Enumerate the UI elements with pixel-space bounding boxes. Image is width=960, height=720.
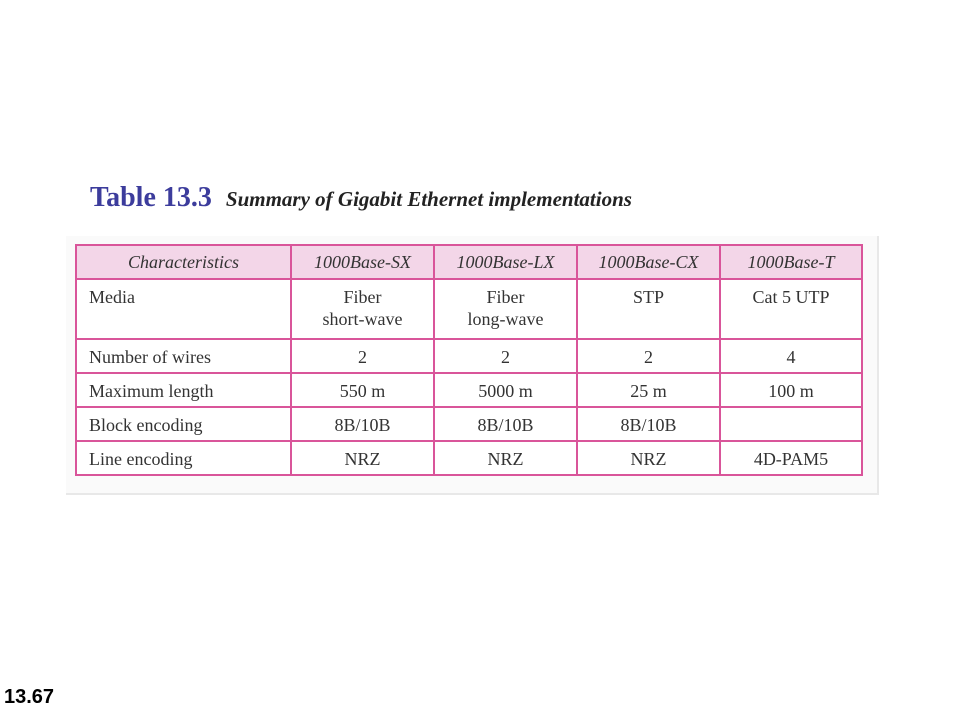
- header-row: [76, 245, 862, 279]
- table-title: [90, 182, 632, 214]
- cell-line: short-wave: [322, 309, 403, 329]
- cell-length-cx: 25 m: [577, 373, 720, 407]
- cell-line-t: 4D-PAM5: [720, 441, 862, 475]
- header-characteristics: Characteristics: [76, 245, 291, 279]
- cell-line: Fiber: [343, 287, 382, 307]
- cell-line: long-wave: [467, 309, 544, 329]
- cell-line-cx: NRZ: [577, 441, 720, 475]
- table-number: Table 13.3: [90, 182, 212, 213]
- table-row-media: [76, 279, 862, 339]
- cell-length-lx: 5000 m: [434, 373, 577, 407]
- table-caption: Summary of Gigabit Ethernet implementations: [225, 187, 632, 211]
- cell-block-lx: 8B/10B: [434, 407, 577, 441]
- cell-wires-t: 4: [720, 339, 862, 373]
- header-1000base-lx: 1000Base-LX: [434, 245, 577, 279]
- row-label-line-encoding: Line encoding: [76, 441, 291, 475]
- cell-line: Fiber: [486, 287, 525, 307]
- cell-media-lx: [434, 279, 577, 339]
- gigabit-ethernet-table: [75, 244, 863, 476]
- header-1000base-sx: 1000Base-SX: [291, 245, 434, 279]
- table-row-length: [76, 373, 862, 407]
- cell-media-sx: [291, 279, 434, 339]
- cell-media-t: [720, 279, 862, 339]
- table-row-wires: [76, 339, 862, 373]
- header-1000base-cx: 1000Base-CX: [577, 245, 720, 279]
- cell-block-cx: 8B/10B: [577, 407, 720, 441]
- cell-length-sx: 550 m: [291, 373, 434, 407]
- cell-wires-sx: 2: [291, 339, 434, 373]
- row-label-length: Maximum length: [76, 373, 291, 407]
- cell-length-t: 100 m: [720, 373, 862, 407]
- cell-wires-lx: 2: [434, 339, 577, 373]
- table-row-line-encoding: [76, 441, 862, 475]
- cell-line: Cat 5 UTP: [752, 287, 830, 307]
- row-label-media: Media: [76, 279, 291, 339]
- cell-line-sx: NRZ: [291, 441, 434, 475]
- row-label-wires: Number of wires: [76, 339, 291, 373]
- cell-block-t: [720, 407, 862, 441]
- cell-media-cx: [577, 279, 720, 339]
- row-label-block-encoding: Block encoding: [76, 407, 291, 441]
- cell-block-sx: 8B/10B: [291, 407, 434, 441]
- cell-line: STP: [632, 287, 665, 307]
- header-1000base-t: 1000Base-T: [720, 245, 862, 279]
- cell-line-lx: NRZ: [434, 441, 577, 475]
- cell-wires-cx: 2: [577, 339, 720, 373]
- table-row-block-encoding: [76, 407, 862, 441]
- page-number: 13.67: [4, 686, 55, 708]
